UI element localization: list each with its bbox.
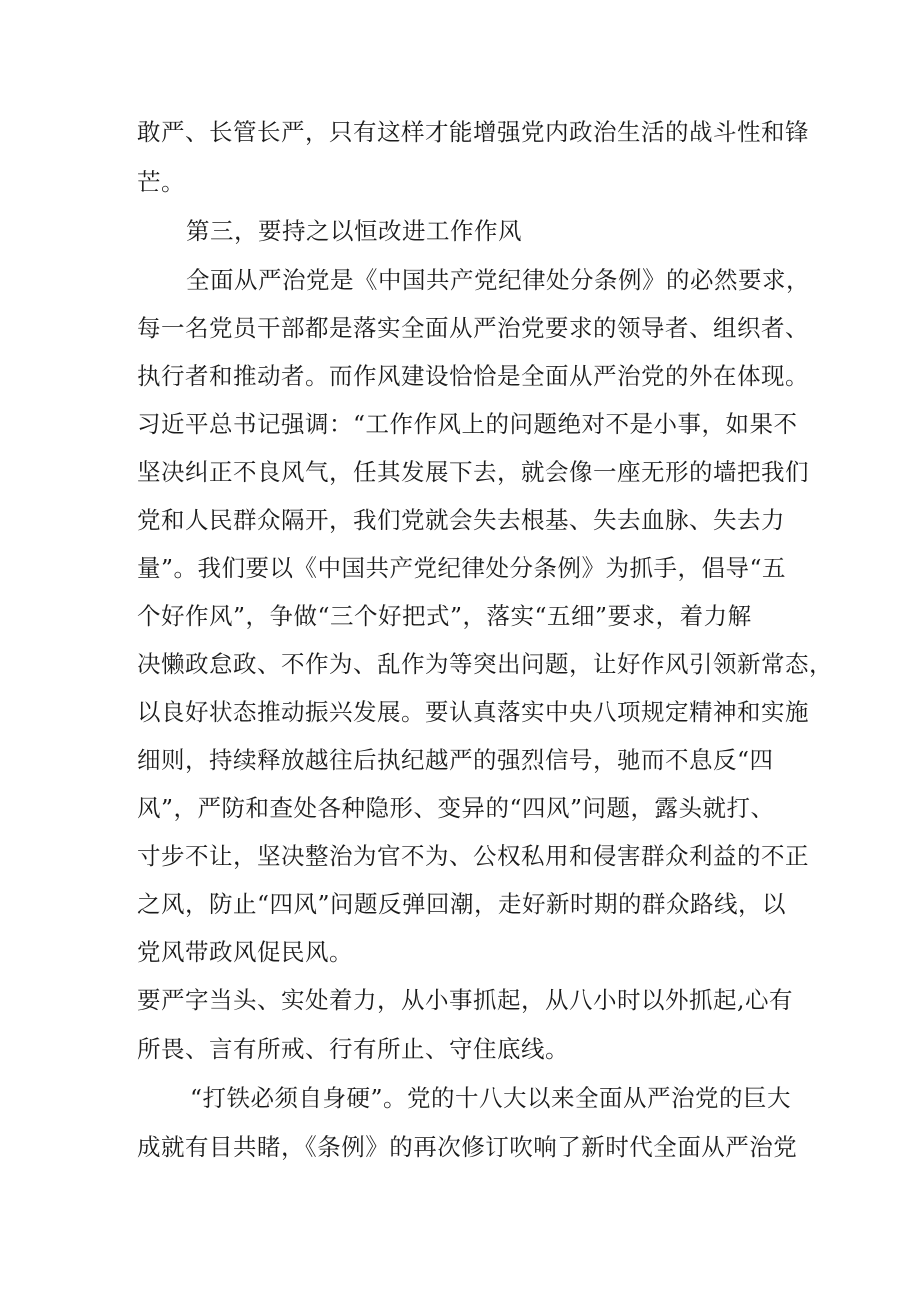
paragraph-line: 习近平总书记强调：“工作作风上的问题绝对不是小事，如果不 [137, 410, 798, 438]
paragraph-line: 敢严、长管长严，只有这样才能增强党内政治生活的战斗性和锋 [137, 118, 809, 146]
section-heading: 第三，要持之以恒改进工作作风 [186, 217, 522, 245]
paragraph-line: 所畏、言有所戒、行有所止、守住底线。 [137, 1035, 569, 1063]
paragraph-line: 执行者和推动者。而作风建设恰恰是全面从严治党的外在体现。 [137, 362, 809, 390]
paragraph-line: 党风带政风促民风。 [137, 938, 353, 966]
paragraph-line: 个好作风”，争做“三个好把式”，落实“五细”要求，着力解 [137, 602, 752, 630]
paragraph-line: 全面从严治党是《中国共产党纪律处分条例》的必然要求， [186, 266, 810, 294]
paragraph-line: 要严字当头、实处着力，从小事抓起，从八小时以外抓起,心有 [137, 986, 793, 1014]
paragraph-line: 量”。我们要以《中国共产党纪律处分条例》为抓手，倡导“五 [137, 554, 787, 582]
paragraph-line: “打铁必须自身硬”。党的十八大以来全面从严治党的巨大 [190, 1084, 792, 1112]
paragraph-line: 决懒政怠政、不作为、乱作为等突出问题，让好作风引领新常态， [137, 650, 833, 678]
paragraph-line: 芒。 [137, 168, 185, 196]
paragraph-line: 风”，严防和查处各种隐形、变异的“四风”问题，露头就打、 [137, 794, 775, 822]
paragraph-line: 寸步不让，坚决整治为官不为、公权私用和侵害群众利益的不正 [137, 842, 809, 870]
paragraph-line: 细则，持续释放越往后执纪越严的强烈信号，驰而不息反“四 [137, 746, 774, 774]
paragraph-line: 之风，防止“四风”问题反弹回潮，走好新时期的群众路线，以 [137, 890, 787, 918]
paragraph-line: 成就有目共睹，《条例》的再次修订吹响了新时代全面从严治党 [137, 1133, 798, 1161]
paragraph-line: 每一名党员干部都是落实全面从严治党要求的领导者、组织者、 [137, 314, 809, 342]
paragraph-line: 以良好状态推动振兴发展。要认真落实中央八项规定精神和实施 [137, 698, 809, 726]
paragraph-line: 党和人民群众隔开，我们党就会失去根基、失去血脉、失去力 [137, 506, 785, 534]
paragraph-line: 坚决纠正不良风气，任其发展下去，就会像一座无形的墙把我们 [137, 458, 809, 486]
